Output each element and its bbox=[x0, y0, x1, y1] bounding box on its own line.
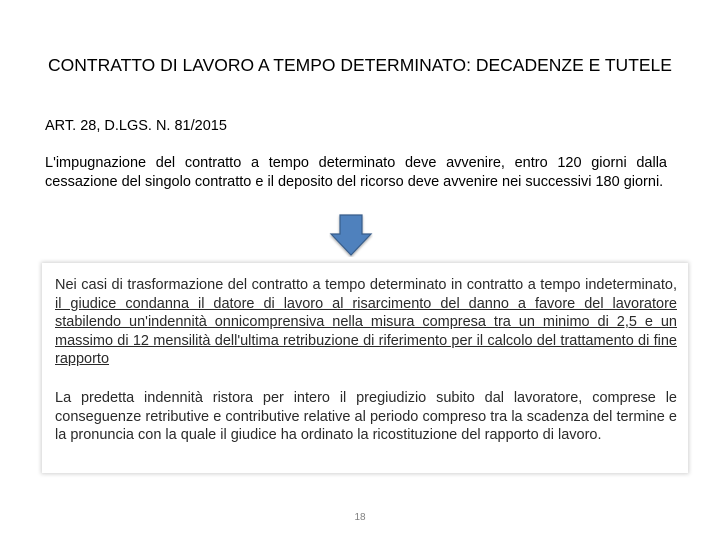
arrow-down-icon bbox=[329, 213, 373, 257]
arrow-shape bbox=[331, 215, 371, 255]
box-paragraph-1-intro: Nei casi di trasformazione del contratto a tempo determinato in contratto a tempo indeterminato, bbox=[55, 277, 677, 293]
box-paragraph-1 bbox=[55, 276, 677, 369]
lead-paragraph: L'impugnazione del contratto a tempo determinato deve avvenire, entro 120 giorni dalla cessazione del singolo contratto e il deposito del ricorso deve avvenire nei successivi 180 giorni. bbox=[45, 155, 667, 190]
box-paragraph-2: La predetta indennità ristora per intero il pregiudizio subito dal lavoratore, comprese le conseguenze retributive e contributive relative al periodo compreso tra la scadenza del termine e la pronuncia con la quale il giudice ha ordinato la ricostituzione del rapporto di lavoro. bbox=[55, 390, 677, 443]
slide-subtitle: ART. 28, D.LGS. N. 81/2015 bbox=[45, 118, 227, 134]
arrow-down-svg bbox=[329, 213, 373, 257]
page-number: 18 bbox=[354, 512, 366, 523]
slide-title: CONTRATTO DI LAVORO A TEMPO DETERMINATO: DECADENZE E TUTELE bbox=[48, 55, 672, 75]
box-paragraph-1-underlined: il giudice condanna il datore di lavoro al risarcimento del danno a favore del lavoratore stabilendo un'indennità onnicomprensiva nella misura compresa tra un minimo di 2,5 e un massimo di 12 mensilità dell'ultima retribuzione di riferimento per il calcolo del trattamento di fine rapporto bbox=[55, 295, 677, 367]
